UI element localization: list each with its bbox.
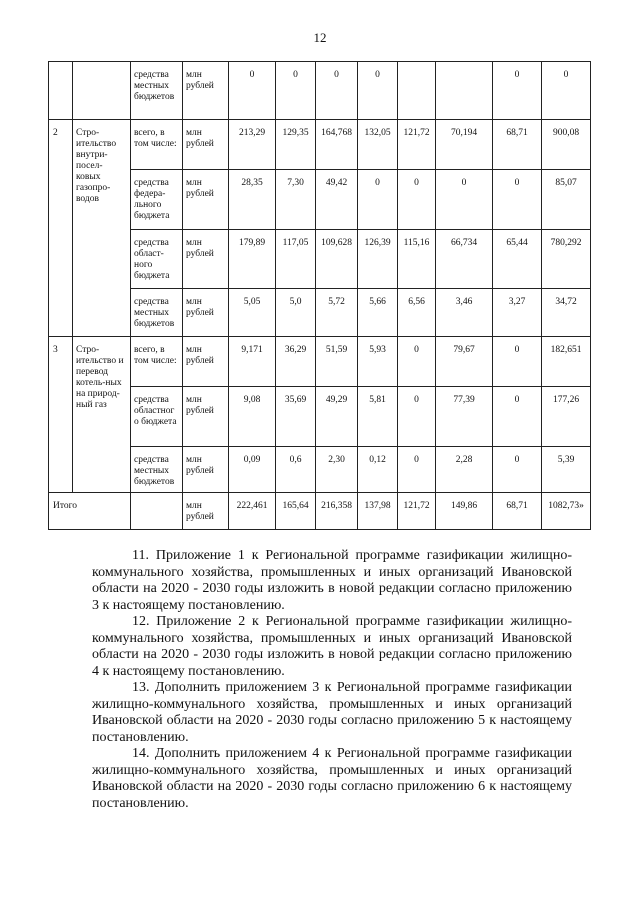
table-row	[49, 230, 591, 289]
row-index-cell: 2	[49, 120, 73, 337]
measure-name-cell: Стро-ительство и перевод котель-ных на природ-ный газ	[73, 337, 131, 493]
value-cell: 3,46	[436, 289, 493, 337]
value-cell: 0,12	[358, 447, 398, 493]
value-cell: 7,30	[276, 170, 316, 230]
value-cell: 5,81	[358, 387, 398, 447]
value-cell: 149,86	[436, 493, 493, 530]
unit-cell: млн рублей	[183, 387, 229, 447]
budget-table	[48, 61, 591, 530]
funding-source-cell: средства област-ного бюджета	[131, 230, 183, 289]
value-cell: 0	[436, 170, 493, 230]
unit-cell: млн рублей	[183, 120, 229, 170]
value-cell: 77,39	[436, 387, 493, 447]
value-cell: 49,42	[316, 170, 358, 230]
value-cell: 36,29	[276, 337, 316, 387]
value-cell: 5,05	[229, 289, 276, 337]
value-cell: 0	[493, 62, 542, 120]
funding-source-cell: всего, в том числе:	[131, 337, 183, 387]
value-cell: 126,39	[358, 230, 398, 289]
value-cell	[436, 62, 493, 120]
value-cell: 68,71	[493, 493, 542, 530]
value-cell: 0,6	[276, 447, 316, 493]
value-cell: 5,66	[358, 289, 398, 337]
table-row	[49, 289, 591, 337]
value-cell: 117,05	[276, 230, 316, 289]
funding-source-cell: средства местных бюджетов	[131, 447, 183, 493]
value-cell: 0	[493, 447, 542, 493]
value-cell: 0	[316, 62, 358, 120]
value-cell: 6,56	[398, 289, 436, 337]
amendment-paragraphs	[92, 548, 572, 812]
value-cell: 0,09	[229, 447, 276, 493]
value-cell: 5,39	[542, 447, 591, 493]
value-cell: 3,27	[493, 289, 542, 337]
value-cell: 132,05	[358, 120, 398, 170]
value-cell: 121,72	[398, 493, 436, 530]
value-cell: 222,461	[229, 493, 276, 530]
value-cell: 35,69	[276, 387, 316, 447]
value-cell: 0	[229, 62, 276, 120]
value-cell: 213,29	[229, 120, 276, 170]
value-cell: 121,72	[398, 120, 436, 170]
unit-cell: млн рублей	[183, 447, 229, 493]
value-cell: 137,98	[358, 493, 398, 530]
table-row	[49, 337, 591, 387]
value-cell: 68,71	[493, 120, 542, 170]
row-index-cell: 3	[49, 337, 73, 493]
value-cell: 900,08	[542, 120, 591, 170]
value-cell: 0	[398, 170, 436, 230]
table-row	[49, 387, 591, 447]
value-cell: 0	[358, 62, 398, 120]
value-cell: 182,651	[542, 337, 591, 387]
value-cell: 216,358	[316, 493, 358, 530]
paragraph-13: 13. Дополнить приложением 3 к Региональной программе газификации жилищно-коммунального хозяйства, промышленных и иных организаций Ивановской области на 2020 - 2030 годы согласно приложению 5 к настоящему постановлению.	[92, 680, 572, 745]
total-label-cell: Итого	[49, 493, 131, 530]
table-row	[49, 120, 591, 170]
value-cell: 34,72	[542, 289, 591, 337]
value-cell: 179,89	[229, 230, 276, 289]
value-cell: 9,171	[229, 337, 276, 387]
value-cell: 115,16	[398, 230, 436, 289]
unit-cell: млн рублей	[183, 493, 229, 530]
value-cell: 780,292	[542, 230, 591, 289]
value-cell: 5,72	[316, 289, 358, 337]
funding-source-cell: всего, в том числе:	[131, 120, 183, 170]
unit-cell: млн рублей	[183, 337, 229, 387]
unit-cell: млн рублей	[183, 289, 229, 337]
paragraph-14: 14. Дополнить приложением 4 к Региональной программе газификации жилищно-коммунального хозяйства, промышленных и иных организаций Ивановской области на 2020 - 2030 годы согласно приложению 6 к настоящему постановлению.	[92, 746, 572, 811]
page-number: 12	[313, 30, 327, 45]
value-cell: 0	[358, 170, 398, 230]
value-cell: 0	[276, 62, 316, 120]
funding-source-cell	[131, 493, 183, 530]
value-cell: 66,734	[436, 230, 493, 289]
value-cell: 49,29	[316, 387, 358, 447]
value-cell: 85,07	[542, 170, 591, 230]
value-cell: 0	[398, 337, 436, 387]
funding-source-cell: средства федера-льного бюджета	[131, 170, 183, 230]
value-cell: 51,59	[316, 337, 358, 387]
funding-source-cell: средства областног о бюджета	[131, 387, 183, 447]
value-cell: 79,67	[436, 337, 493, 387]
row-index-cell	[49, 62, 73, 120]
table-row	[49, 170, 591, 230]
value-cell: 2,28	[436, 447, 493, 493]
value-cell: 0	[493, 170, 542, 230]
value-cell: 5,0	[276, 289, 316, 337]
value-cell: 28,35	[229, 170, 276, 230]
table-row-total	[49, 493, 591, 530]
value-cell: 177,26	[542, 387, 591, 447]
value-cell	[398, 62, 436, 120]
value-cell: 2,30	[316, 447, 358, 493]
value-cell: 164,768	[316, 120, 358, 170]
paragraph-12: 12. Приложение 2 к Региональной программе газификации жилищно-коммунального хозяйства, промышленных и иных организаций Ивановской области на 2020 - 2030 годы изложить в новой редакции согласно приложению 4 к настоящему постановлению.	[92, 614, 572, 679]
measure-name-cell: Стро-ительство внутри-посел-ковых газопро-водов	[73, 120, 131, 337]
value-cell: 165,64	[276, 493, 316, 530]
paragraph-11: 11. Приложение 1 к Региональной программе газификации жилищно-коммунального хозяйства, промышленных и иных организаций Ивановской области на 2020 - 2030 годы изложить в новой редакции согласно приложению 3 к настоящему постановлению.	[92, 548, 572, 613]
value-cell: 0	[398, 387, 436, 447]
unit-cell: млн рублей	[183, 62, 229, 120]
value-cell: 70,194	[436, 120, 493, 170]
value-cell: 9,08	[229, 387, 276, 447]
value-cell: 0	[493, 387, 542, 447]
value-cell: 5,93	[358, 337, 398, 387]
value-cell: 0	[398, 447, 436, 493]
value-cell: 0	[493, 337, 542, 387]
value-cell: 129,35	[276, 120, 316, 170]
unit-cell: млн рублей	[183, 230, 229, 289]
value-cell: 1082,73»	[542, 493, 591, 530]
table-row	[49, 62, 591, 120]
funding-source-cell: средства местных бюджетов	[131, 289, 183, 337]
funding-source-cell: средства местных бюджетов	[131, 62, 183, 120]
value-cell: 0	[542, 62, 591, 120]
value-cell: 65,44	[493, 230, 542, 289]
table-row	[49, 447, 591, 493]
measure-name-cell	[73, 62, 131, 120]
unit-cell: млн рублей	[183, 170, 229, 230]
value-cell: 109,628	[316, 230, 358, 289]
